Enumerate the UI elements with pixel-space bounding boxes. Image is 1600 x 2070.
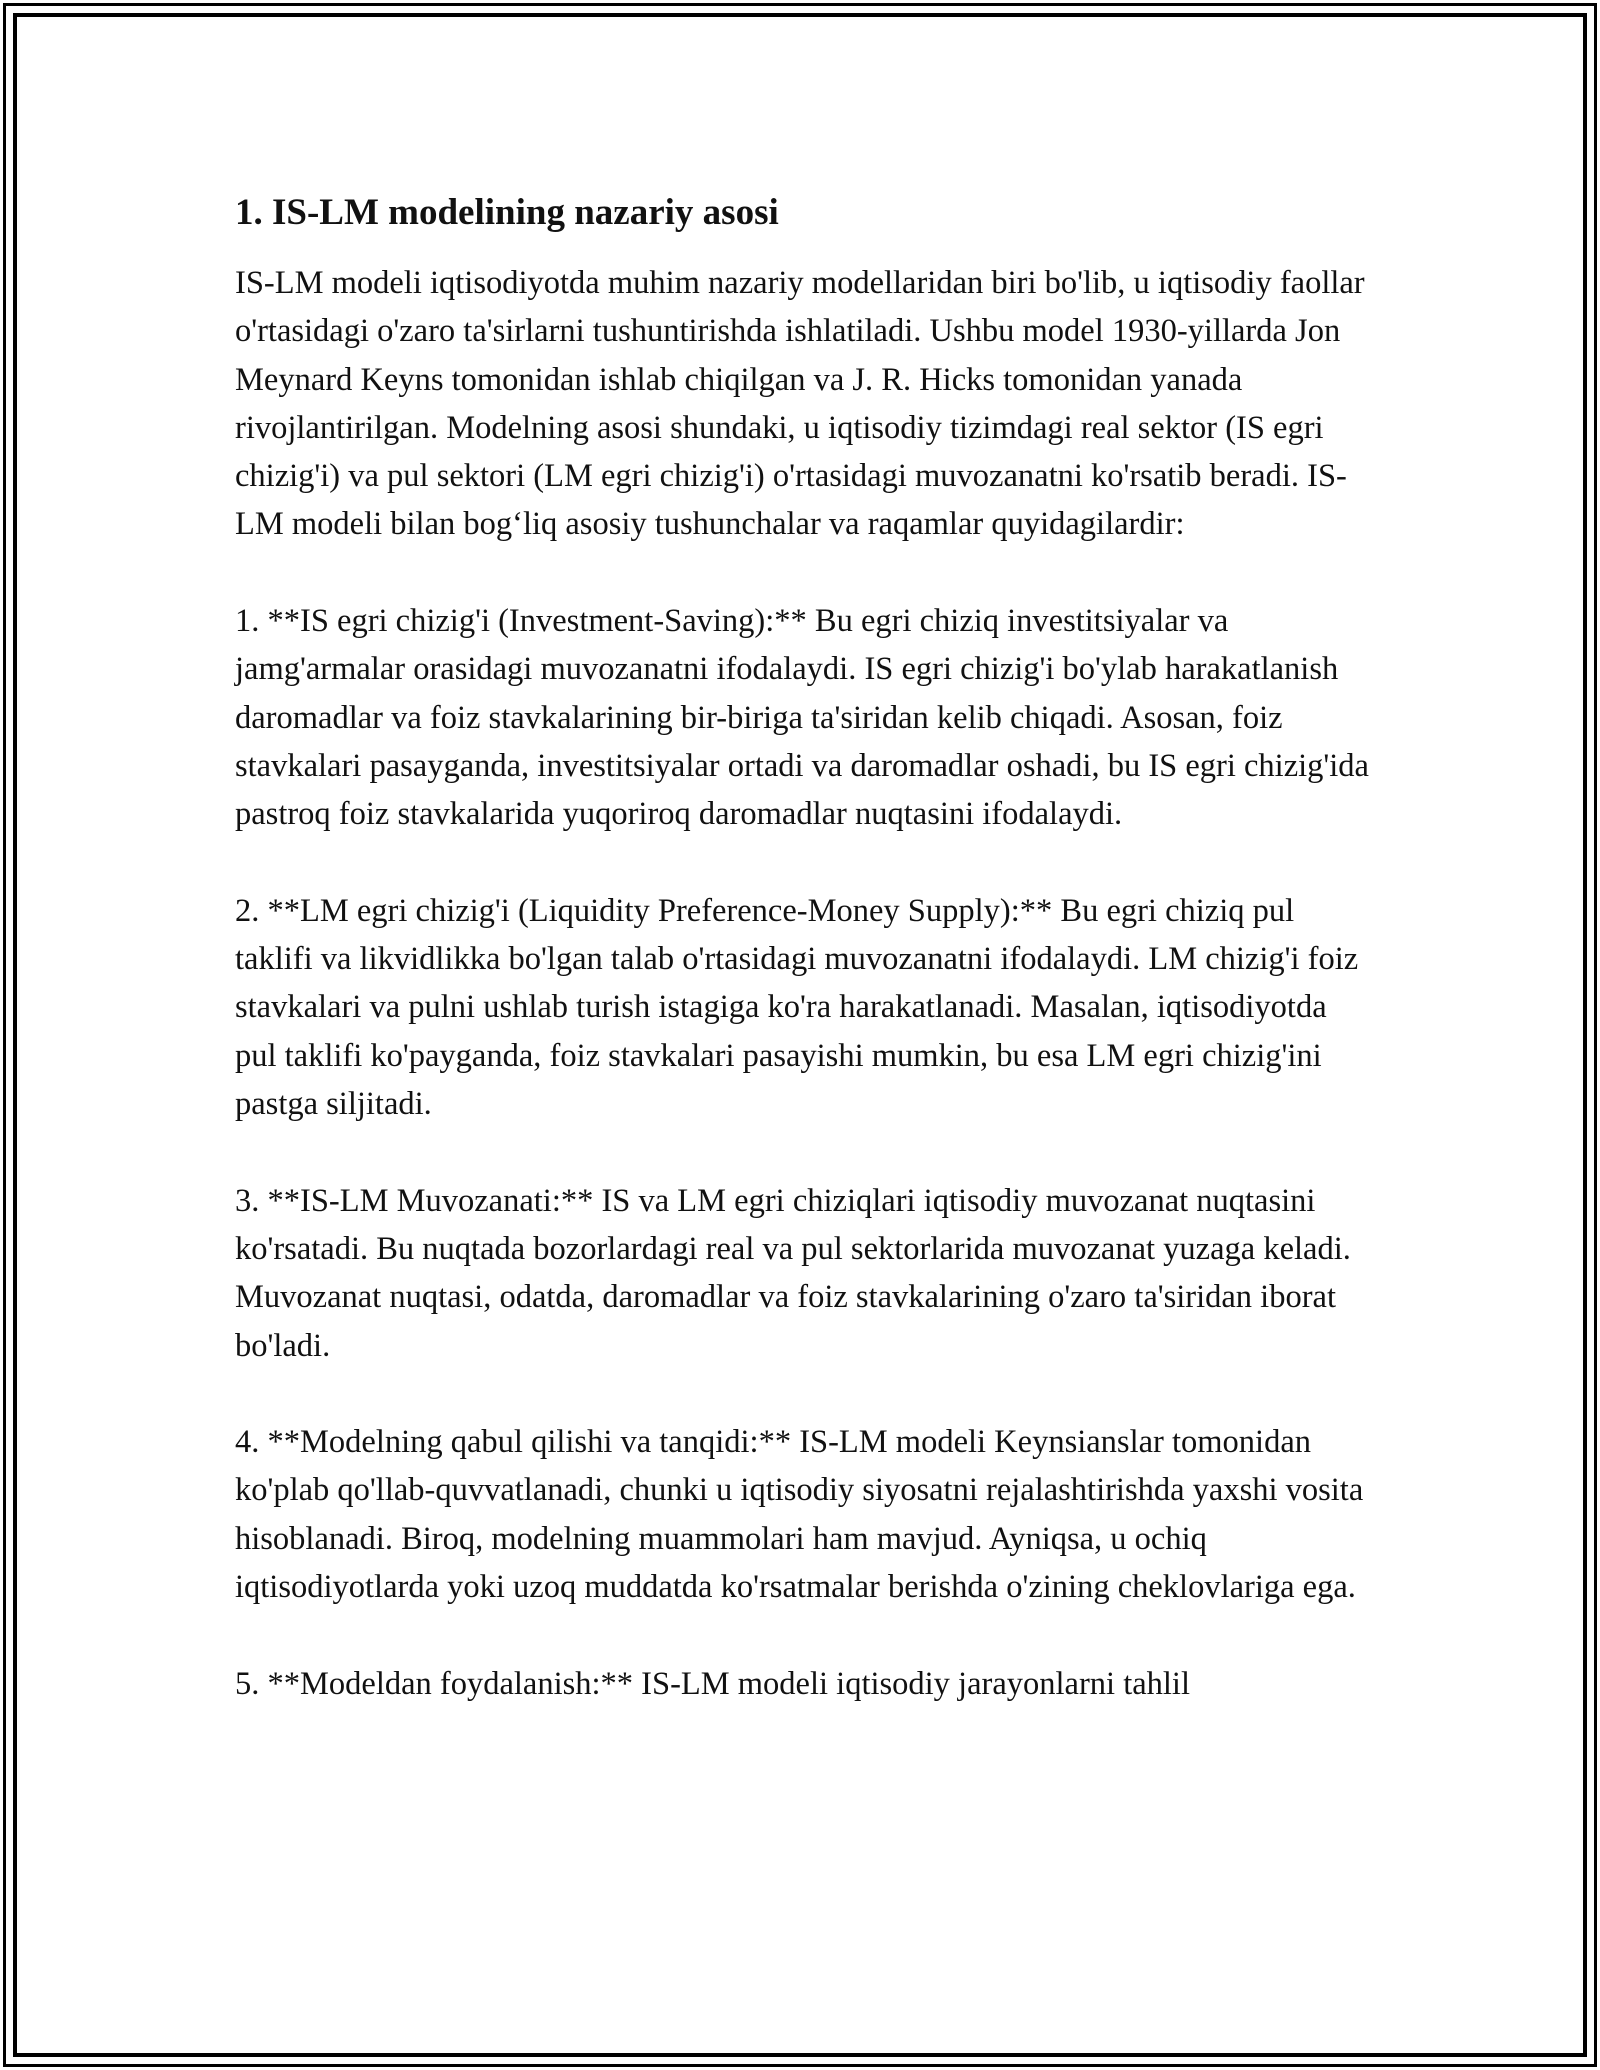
item-lm-curve: 2. **LM egri chizig'i (Liquidity Preference-Money Supply):** Bu egri chiziq pul taklifi va likvidlikka bo'lgan talab o'rtasidagi muvozanatni ifodalaydi. LM chizig'i foiz stavkalari va pulni ushlab turish istagiga ko'ra harakatlanadi. Masalan, iqtisodiyotda pul taklifi ko'payganda, foiz stavkalari pasayishi mumkin, bu esa LM egri chizig'ini pastga siljitadi. <box>235 892 1359 1123</box>
item-model-criticism: 4. **Modelning qabul qilishi va tanqidi:** IS-LM modeli Keynsianslar tomonidan ko'plab qo'llab-quvvatlanadi, chunki u iqtisodiy siyosatni rejalashtirishda yaxshi vosita hisoblanadi. Biroq, modelning muammolari ham mavjud. Ayniqsa, u ochiq iqtisodiyotlarda yoki uzoq muddatda ko'rsatmalar berishda o'zining cheklovlariga ega. <box>235 1424 1364 1606</box>
item-is-lm-equilibrium: 3. **IS-LM Muvozanati:** IS va LM egri chiziqlari iqtisodiy muvozanat nuqtasini ko'rsatadi. Bu nuqtada bozorlardagi real va pul sektorlarida muvozanat yuzaga keladi. Muvozanat nuqtasi, odatda, daromadlar va foiz stavkalarining o'zaro ta'siridan iborat bo'ladi. <box>235 1182 1351 1364</box>
intro-paragraph: IS-LM modeli iqtisodiyotda muhim nazariy modellaridan biri bo'lib, u iqtisodiy faollar o'rtasidagi o'zaro ta'sirlarni tushuntirishda ishlatiladi. Ushbu model 1930-yillarda Jon Meynard Keyns tomonidan ishlab chiqilgan va J. R. Hicks tomonidan yanada rivojlantirilgan. Modelning asosi shundaki, u iqtisodiy tizimdagi real sektor (IS egri chizig'i) va pul sektori (LM egri chizig'i) o'rtasidagi muvozanatni ko'rsatib beradi. IS-LM modeli bilan bog‘liq asosiy tushunchalar va raqamlar quyidagilardir: <box>235 265 1365 543</box>
item-is-curve: 1. **IS egri chizig'i (Investment-Saving):** Bu egri chiziq investitsiyalar va jamg'armalar orasidagi muvozanatni ifodalaydi. IS egri chizig'i bo'ylab harakatlanish daromadlar va foiz stavkalarining bir-biriga ta'siridan kelib chiqadi. Asosan, foiz stavkalari pasayganda, investitsiyalar ortadi va daromadlar oshadi, bu IS egri chizig'ida pastroq foiz stavkalarida yuqoriroq daromadlar nuqtasini ifodalaydi. <box>235 603 1369 833</box>
section-heading: 1. IS-LM modelining nazariy asosi <box>235 192 779 233</box>
document-body <box>235 185 1375 1756</box>
item-model-usage: 5. **Modeldan foydalanish:** IS-LM modeli iqtisodiy jarayonlarni tahlil <box>235 1665 1190 1702</box>
